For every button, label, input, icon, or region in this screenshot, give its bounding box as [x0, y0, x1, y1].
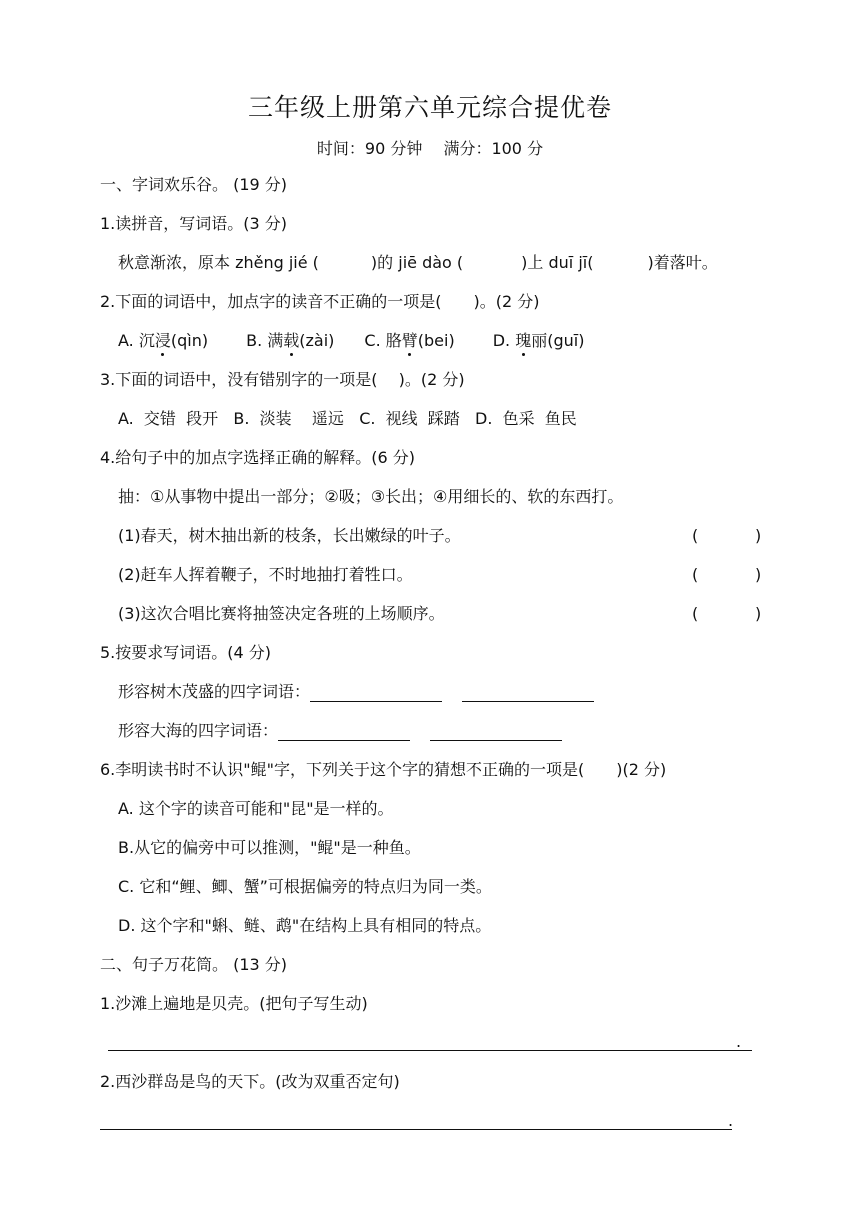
q4-item-1: (1)春天，树木抽出新的枝条，长出嫩绿的叶子。: [118, 526, 461, 545]
q2-stem: 2.下面的词语中，加点字的读音不正确的一项是( )。(2 分): [100, 292, 540, 311]
q4-definition: 抽：①从事物中提出一部分；②吸；③长出；④用细长的、软的东西打。: [118, 487, 624, 506]
q4-item-3: (3)这次合唱比赛将抽签决定各班的上场顺序。: [118, 604, 445, 623]
q2-option-b: B. 满载(zài): [246, 331, 335, 350]
q5-line-2: [118, 721, 562, 741]
q1-part-a: 秋意渐浓，原本 zhěng jié (: [118, 253, 319, 272]
q4-item-2-paren-open: (: [692, 565, 699, 584]
exam-time-info: 时间：90 分钟 满分：100 分: [316, 139, 544, 158]
page-title: 三年级上册第六单元综合提优卷: [247, 93, 612, 122]
s2-q2-stem: 2.西沙群岛是鸟的天下。(改为双重否定句): [100, 1072, 400, 1091]
q1-part-d: )着落叶。: [647, 253, 718, 272]
s2-q2-period: .: [728, 1111, 734, 1130]
q6-option-b: B.从它的偏旁中可以推测，"鲲"是一种鱼。: [118, 838, 421, 857]
q2-options: [118, 331, 584, 351]
answer-blank[interactable]: [278, 724, 410, 741]
q2-option-d: D. 瑰丽(guī): [492, 331, 585, 350]
answer-blank[interactable]: [462, 685, 594, 702]
q4-item-3-paren-close: ): [755, 604, 762, 623]
q5-stem: 5.按要求写词语。(4 分): [100, 643, 272, 662]
q6-option-a: A. 这个字的读音可能和"昆"是一样的。: [118, 799, 394, 818]
section2-heading: 二、句子万花筒。 (13 分): [100, 955, 288, 974]
q4-item-2-paren-close: ): [755, 565, 762, 584]
q1-sentence: [118, 253, 718, 273]
q4-item-3-paren-open: (: [692, 604, 699, 623]
q6-option-c: C. 它和“鲤、鲫、蟹”可根据偏旁的特点归为同一类。: [118, 877, 492, 896]
answer-blank[interactable]: [310, 685, 442, 702]
q3-stem: 3.下面的词语中，没有错别字的一项是( )。(2 分): [100, 370, 465, 389]
q1-part-c: )上 duī jī(: [521, 253, 594, 272]
q4-item-1-paren-open: (: [692, 526, 699, 545]
q1-part-b: )的 jiē dào (: [370, 253, 464, 272]
q4-item-2: (2)赶车人挥着鞭子，不时地抽打着牲口。: [118, 565, 413, 584]
q4-item-1-paren-close: ): [755, 526, 762, 545]
q6-option-d: D. 这个字和"蝌、鲢、鹉"在结构上具有相同的特点。: [118, 916, 492, 935]
q2-option-c: C. 胳臂(bei): [364, 331, 455, 350]
q6-stem: 6.李明读书时不认识"鲲"字，下列关于这个字的猜想不正确的一项是( )(2 分): [100, 760, 667, 779]
q1-stem: 1.读拼音，写词语。(3 分): [100, 214, 288, 233]
s2-q2-answer-line[interactable]: [100, 1129, 732, 1130]
section1-heading: 一、字词欢乐谷。 (19 分): [100, 175, 288, 194]
s2-q1-answer-line[interactable]: [108, 1050, 752, 1051]
q4-stem: 4.给句子中的加点字选择正确的解释。(6 分): [100, 448, 416, 467]
s2-q1-stem: 1.沙滩上遍地是贝壳。(把句子写生动): [100, 994, 368, 1013]
q2-option-a: A. 沉浸(qìn): [118, 331, 209, 350]
q5-line-1: [118, 682, 594, 702]
q5-line-1-label: 形容树木茂盛的四字词语：: [118, 682, 311, 701]
q5-line-2-label: 形容大海的四字词语：: [118, 721, 279, 740]
s2-q1-period: .: [736, 1032, 742, 1051]
q3-options: A. 交错 段开 B. 淡装 遥远 C. 视线 踩踏 D. 色采 鱼民: [118, 409, 577, 428]
answer-blank[interactable]: [430, 724, 562, 741]
